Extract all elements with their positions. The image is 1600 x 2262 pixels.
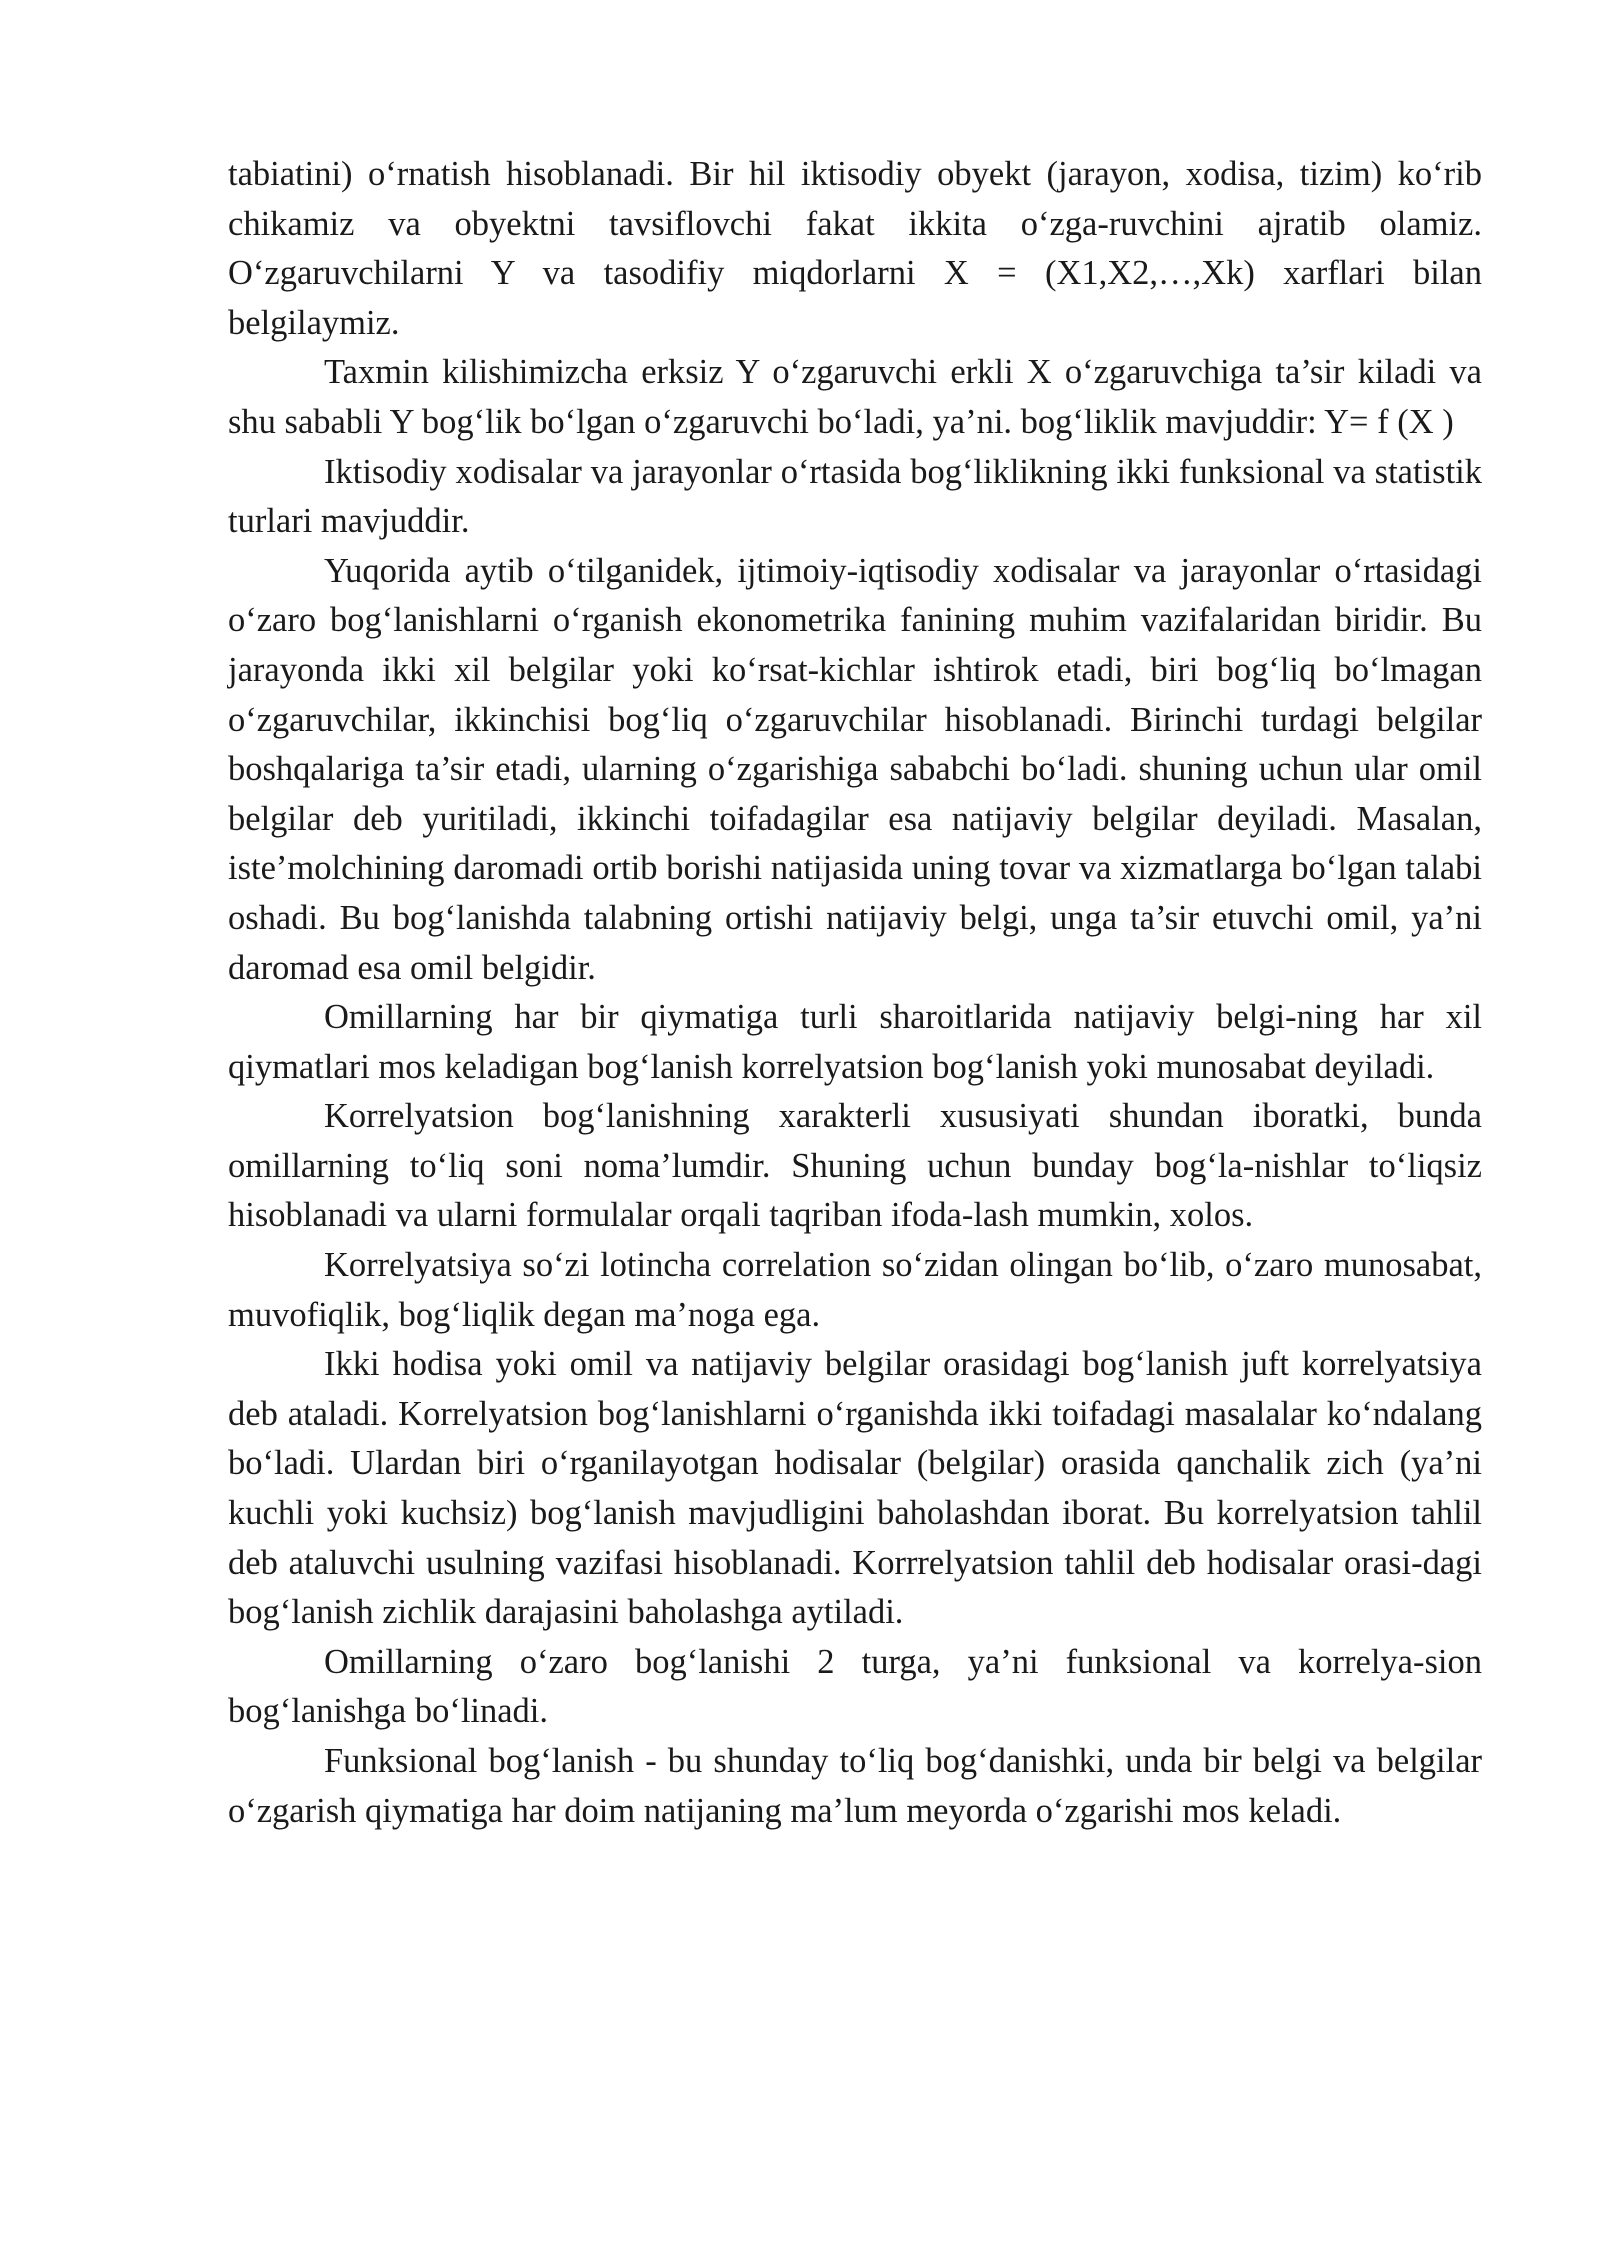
paragraph-10: Funksional bog‘lanish - bu shunday to‘liq bog‘danishki, unda bir belgi va belgilar o‘zgarish qiymatiga har doim natijaning ma’lum meyorda o‘zgarishi mos keladi. — [228, 1742, 1482, 1830]
paragraph-1: tabiatini) o‘rnatish hisoblanadi. Bir hil iktisodiy obyekt (jarayon, xodisa, tizim) ko‘rib chikamiz va obyektni tavsiflovchi fakat ikkita o‘zga-ruvchini ajratib olamiz. O‘zgaruvchilarni Y va tasodifiy miqdorlarni X = (X1,X2,…,Xk) xarflari bilan belgilaymiz. — [228, 155, 1482, 342]
paragraph-9: Omillarning o‘zaro bog‘lanishi 2 turga, ya’ni funksional va korrelya-sion bog‘lanishga bo‘linadi. — [228, 1642, 1482, 1731]
paragraph-4: Yuqorida aytib o‘tilganidek, ijtimoiy-iqtisodiy xodisalar va jarayonlar o‘rtasidagi o‘zaro bog‘lanishlarni o‘rganish ekonometrika fanining muhim vazifalaridan biridir. Bu jarayonda ikki xil belgilar yoki ko‘rsat-kichlar ishtirok etadi, biri bog‘liq bo‘lmagan o‘zgaruvchilar, ikkinchisi bog‘liq o‘zgaruvchilar hisoblanadi. Birinchi turdagi belgilar boshqalariga ta’sir etadi, ularning o‘zgarishiga sababchi bo‘ladi. shuning uchun ular omil belgilar deb yuritiladi, ikkinchi toifadagilar esa natijaviy belgilar deyiladi. Masalan, iste’molchining daromadi ortib borishi natijasida uning tovar va xizmatlarga bo‘lgan talabi oshadi. Bu bog‘lanishda talabning ortishi natijaviy belgi, unga ta’sir etuvchi omil, ya’ni daromad esa omil belgidir. — [228, 551, 1482, 987]
paragraph-8: Ikki hodisa yoki omil va natijaviy belgilar orasidagi bog‘lanish juft korrelyatsiya deb ataladi. Korrelyatsion bog‘lanishlarni o‘rganishda ikki toifadagi masalalar ko‘ndalang bo‘ladi. Ulardan biri o‘rganilayotgan hodisalar (belgilar) orasida qanchalik zich (ya’ni kuchli yoki kuchsiz) bog‘lanish mavjudligini baholashdan iborat. Bu korrelyatsion tahlil deb ataluvchi usulning vazifasi hisoblanadi. Korrrelyatsion tahlil deb hodisalar orasi-dagi bog‘lanish zichlik darajasini baholashga aytiladi. — [228, 1345, 1482, 1632]
paragraph-2: Taxmin kilishimizcha erksiz Y o‘zgaruvchi erkli X o‘zgaruvchiga ta’sir kiladi va shu sababli Y bog‘lik bo‘lgan o‘zgaruvchi bo‘ladi, ya’ni. bog‘liklik mavjuddir: Y= f (X ) — [228, 353, 1482, 441]
paragraph-3: Iktisodiy xodisalar va jarayonlar o‘rtasida bog‘liklikning ikki funksional va statistik turlari mavjuddir. — [228, 452, 1482, 541]
document-body — [228, 150, 1482, 1836]
paragraph-6: Korrelyatsion bog‘lanishning xarakterli xususiyati shundan iboratki, bunda omillarning to‘liq soni noma’lumdir. Shuning uchun bunday bog‘la-nishlar to‘liqsiz hisoblanadi va ularni formulalar orqali taqriban ifoda-lash mumkin, xolos. — [228, 1097, 1482, 1235]
paragraph-7: Korrelyatsiya so‘zi lotincha correlation so‘zidan olingan bo‘lib, o‘zaro munosabat, muvofiqlik, bog‘liqlik degan ma’noga ega. — [228, 1246, 1482, 1334]
paragraph-5: Omillarning har bir qiymatiga turli sharoitlarida natijaviy belgi-ning har xil qiymatlari mos keladigan bog‘lanish korrelyatsion bog‘lanish yoki munosabat deyiladi. — [228, 998, 1482, 1086]
